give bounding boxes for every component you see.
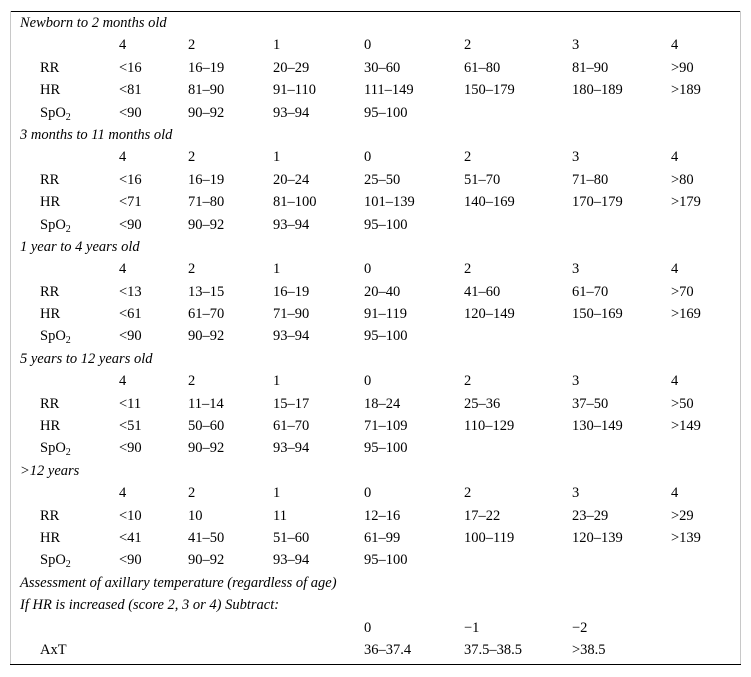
value-cell: <41 — [119, 529, 142, 546]
score-cell: 4 — [671, 37, 679, 54]
value-cell: >50 — [671, 395, 694, 412]
score-cell: 4 — [671, 485, 679, 502]
score-cell: 4 — [671, 261, 679, 278]
table-row — [10, 415, 741, 437]
table-row — [10, 437, 741, 459]
section-title: 1 year to 4 years old — [20, 238, 140, 255]
score-cell: 2 — [188, 37, 196, 54]
table-row — [10, 214, 741, 236]
value-cell: 17–22 — [464, 507, 501, 524]
score-cell: −2 — [572, 619, 588, 636]
score-cell: 1 — [273, 261, 281, 278]
value-cell: <11 — [119, 395, 142, 412]
section-title: >12 years — [20, 462, 80, 479]
value-cell: <16 — [119, 171, 142, 188]
score-cell: 4 — [119, 485, 127, 502]
score-cell: −1 — [464, 619, 480, 636]
section-heading-row — [10, 348, 741, 370]
value-cell: 71–80 — [188, 194, 225, 211]
value-cell: 61–99 — [364, 529, 401, 546]
subscript: 2 — [65, 223, 71, 235]
parameter-label: RR — [40, 507, 60, 524]
score-cell: 1 — [273, 373, 281, 390]
value-cell: 95–100 — [364, 328, 408, 345]
value-cell: 71–90 — [273, 306, 310, 323]
value-cell: 93–94 — [273, 216, 310, 233]
value-cell: 10 — [188, 507, 203, 524]
value-cell: 90–92 — [188, 328, 225, 345]
score-cell: 1 — [273, 37, 281, 54]
value-cell: 61–70 — [572, 283, 609, 300]
value-cell: 120–149 — [464, 306, 515, 323]
section-title: Newborn to 2 months old — [20, 15, 167, 31]
value-cell: 50–60 — [188, 418, 225, 435]
value-cell: 93–94 — [273, 552, 310, 569]
score-cell: 2 — [188, 485, 196, 502]
value-cell: 20–29 — [273, 59, 310, 76]
parameter-label-text: SpO — [40, 552, 66, 569]
parameter-label-text: SpO — [40, 216, 66, 233]
section-heading-row — [10, 594, 741, 616]
parameter-label: HR — [40, 529, 61, 546]
subscript: 2 — [65, 111, 71, 123]
score-cell: 0 — [364, 261, 372, 278]
parameter-label-text: SpO — [40, 104, 66, 121]
value-cell: 81–90 — [188, 82, 225, 99]
value-cell: >80 — [671, 171, 694, 188]
table-bottom-rule — [10, 664, 741, 665]
score-cell: 1 — [273, 485, 281, 502]
score-row — [10, 482, 741, 504]
value-cell: >139 — [671, 529, 701, 546]
score-row — [10, 258, 741, 280]
value-cell: >70 — [671, 283, 694, 300]
value-cell: 101–139 — [364, 194, 415, 211]
subscript: 2 — [65, 447, 71, 459]
value-cell: 91–110 — [273, 82, 316, 99]
score-row — [10, 617, 741, 639]
value-cell: >90 — [671, 59, 694, 76]
value-cell: 16–19 — [188, 59, 225, 76]
score-cell: 2 — [188, 149, 196, 166]
parameter-label — [40, 325, 71, 347]
value-cell: 95–100 — [364, 440, 408, 457]
score-cell: 2 — [464, 485, 472, 502]
value-cell: >169 — [671, 306, 701, 323]
value-cell: 110–129 — [464, 418, 515, 435]
value-cell: 81–100 — [273, 194, 317, 211]
score-cell: 3 — [572, 373, 580, 390]
section-title: 3 months to 11 months old — [20, 126, 173, 143]
value-cell: 111–149 — [364, 82, 414, 99]
value-cell: 51–70 — [464, 171, 501, 188]
value-cell: 120–139 — [572, 529, 623, 546]
value-cell: >179 — [671, 194, 701, 211]
value-cell: 150–179 — [464, 82, 515, 99]
score-cell: 4 — [671, 149, 679, 166]
parameter-label: RR — [40, 171, 60, 188]
parameter-label: AxT — [40, 641, 67, 658]
parameter-label: HR — [40, 194, 61, 211]
value-cell: 11–14 — [188, 395, 224, 412]
subscript: 2 — [65, 559, 71, 571]
parameter-label: RR — [40, 59, 60, 76]
value-cell: 20–24 — [273, 171, 310, 188]
value-cell: 90–92 — [188, 440, 225, 457]
value-cell: >29 — [671, 507, 694, 524]
parameter-label: HR — [40, 418, 61, 435]
parameter-label: HR — [40, 82, 61, 99]
value-cell: <90 — [119, 552, 142, 569]
score-cell: 4 — [671, 373, 679, 390]
table-row — [10, 102, 741, 124]
value-cell: 12–16 — [364, 507, 401, 524]
score-cell: 3 — [572, 485, 580, 502]
vital-signs-table — [10, 11, 741, 665]
score-cell: 0 — [364, 619, 372, 636]
value-cell: 20–40 — [364, 283, 401, 300]
section-heading-row — [10, 572, 741, 594]
table-row — [10, 191, 741, 213]
value-cell: 13–15 — [188, 283, 225, 300]
table-row — [10, 169, 741, 191]
value-cell: <16 — [119, 59, 142, 76]
value-cell: <10 — [119, 507, 142, 524]
score-row — [10, 34, 741, 56]
temperature-title: Assessment of axillary temperature (regardless of age) — [20, 574, 337, 591]
value-cell: 11 — [273, 507, 287, 524]
table-row — [10, 281, 741, 303]
score-cell: 3 — [572, 37, 580, 54]
value-cell: 37–50 — [572, 395, 609, 412]
value-cell: <51 — [119, 418, 142, 435]
value-cell: <81 — [119, 82, 142, 99]
value-cell: 37.5–38.5 — [464, 641, 522, 658]
score-row — [10, 370, 741, 392]
table-row — [10, 639, 741, 661]
value-cell: 61–70 — [273, 418, 310, 435]
table-body — [10, 12, 741, 661]
score-cell: 2 — [464, 261, 472, 278]
value-cell: 23–29 — [572, 507, 609, 524]
value-cell: 95–100 — [364, 552, 408, 569]
parameter-label — [40, 549, 71, 571]
value-cell: 90–92 — [188, 104, 225, 121]
table-row — [10, 79, 741, 101]
value-cell: <90 — [119, 216, 142, 233]
value-cell: >189 — [671, 82, 701, 99]
score-cell: 0 — [364, 485, 372, 502]
table-row — [10, 57, 741, 79]
subscript: 2 — [65, 335, 71, 347]
score-cell: 2 — [188, 261, 196, 278]
value-cell: >149 — [671, 418, 701, 435]
score-cell: 3 — [572, 261, 580, 278]
value-cell: 93–94 — [273, 440, 310, 457]
score-cell: 4 — [119, 373, 127, 390]
value-cell: 81–90 — [572, 59, 609, 76]
value-cell: 36–37.4 — [364, 641, 412, 658]
value-cell: 15–17 — [273, 395, 310, 412]
value-cell: 150–169 — [572, 306, 623, 323]
value-cell: <90 — [119, 328, 142, 345]
value-cell: 93–94 — [273, 328, 310, 345]
table-row — [10, 325, 741, 347]
score-cell: 0 — [364, 373, 372, 390]
score-cell: 0 — [364, 37, 372, 54]
table-row — [10, 527, 741, 549]
value-cell: <61 — [119, 306, 142, 323]
value-cell: <90 — [119, 104, 142, 121]
value-cell: 90–92 — [188, 216, 225, 233]
score-cell: 2 — [464, 149, 472, 166]
value-cell: 51–60 — [273, 529, 310, 546]
parameter-label — [40, 102, 71, 124]
table-row — [10, 549, 741, 571]
value-cell: 25–36 — [464, 395, 501, 412]
value-cell: 61–80 — [464, 59, 501, 76]
section-heading-row — [10, 124, 741, 146]
value-cell: >38.5 — [572, 641, 606, 658]
value-cell: 140–169 — [464, 194, 515, 211]
temperature-subtitle: If HR is increased (score 2, 3 or 4) Subtract: — [20, 597, 280, 614]
score-cell: 0 — [364, 149, 372, 166]
value-cell: <90 — [119, 440, 142, 457]
parameter-label — [40, 214, 71, 236]
table-row — [10, 303, 741, 325]
score-row — [10, 146, 741, 168]
score-cell: 4 — [119, 149, 127, 166]
value-cell: 16–19 — [273, 283, 310, 300]
value-cell: 100–119 — [464, 529, 515, 546]
parameter-label — [40, 437, 71, 459]
value-cell: 61–70 — [188, 306, 225, 323]
section-heading-row — [10, 460, 741, 482]
parameter-label: RR — [40, 395, 60, 412]
value-cell: 180–189 — [572, 82, 623, 99]
section-heading-row — [10, 12, 741, 34]
value-cell: 30–60 — [364, 59, 401, 76]
value-cell: 41–60 — [464, 283, 501, 300]
score-cell: 2 — [188, 373, 196, 390]
value-cell: 41–50 — [188, 529, 225, 546]
parameter-label-text: SpO — [40, 440, 66, 457]
value-cell: 93–94 — [273, 104, 310, 121]
score-cell: 1 — [273, 149, 281, 166]
value-cell: <13 — [119, 283, 142, 300]
value-cell: 95–100 — [364, 104, 408, 121]
value-cell: 18–24 — [364, 395, 401, 412]
section-heading-row — [10, 236, 741, 258]
score-cell: 4 — [119, 37, 127, 54]
value-cell: 71–109 — [364, 418, 408, 435]
value-cell: <71 — [119, 194, 142, 211]
score-cell: 4 — [119, 261, 127, 278]
value-cell: 90–92 — [188, 552, 225, 569]
score-cell: 3 — [572, 149, 580, 166]
value-cell: 16–19 — [188, 171, 225, 188]
value-cell: 170–179 — [572, 194, 623, 211]
value-cell: 91–119 — [364, 306, 407, 323]
table-row — [10, 393, 741, 415]
value-cell: 95–100 — [364, 216, 408, 233]
score-cell: 2 — [464, 37, 472, 54]
score-cell: 2 — [464, 373, 472, 390]
value-cell: 130–149 — [572, 418, 623, 435]
parameter-label-text: SpO — [40, 328, 66, 345]
table-row — [10, 505, 741, 527]
value-cell: 25–50 — [364, 171, 401, 188]
value-cell: 71–80 — [572, 171, 609, 188]
section-title: 5 years to 12 years old — [20, 350, 153, 367]
parameter-label: HR — [40, 306, 61, 323]
parameter-label: RR — [40, 283, 60, 300]
